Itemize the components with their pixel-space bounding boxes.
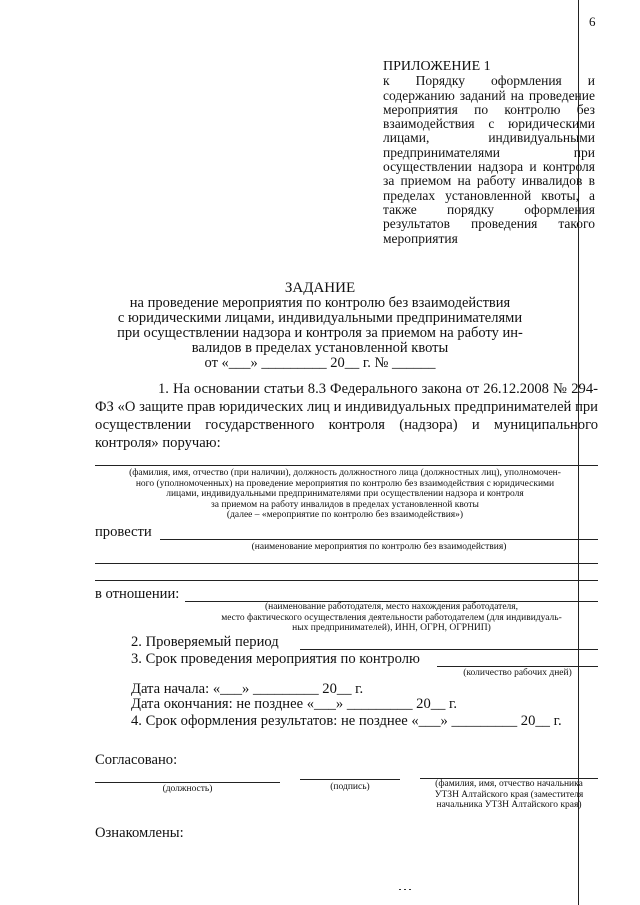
item-2-field-line[interactable] xyxy=(300,649,598,650)
agreed-label: Согласовано: xyxy=(95,752,178,768)
conduct-caption: (наименование мероприятия по контролю без взаимодействия) xyxy=(251,542,507,552)
task-title: ЗАДАНИЕ xyxy=(284,280,356,296)
task-line-1: на проведение мероприятия по контролю без взаимодействия xyxy=(129,295,511,311)
item-3-field-line[interactable] xyxy=(437,666,598,667)
task-line-2: с юридическими лицами, индивидуальными предпринимателями xyxy=(117,310,523,326)
scan-dot xyxy=(399,889,401,890)
conduct-extra-line-1[interactable] xyxy=(95,563,598,564)
scan-dot xyxy=(409,889,411,890)
conduct-extra-line-2[interactable] xyxy=(95,580,598,581)
regarding-caption-line-2: место фактического осуществления деятельности работодателем (для индивидуаль- xyxy=(221,612,562,623)
position-field-line[interactable] xyxy=(95,782,280,783)
regarding-caption-line-3: ных предпринимателей), ИНН, ОГРН, ОГРНИП) xyxy=(292,623,491,634)
fio-caption-line-2: ного (уполномоченных) на проведение мероприятия по контролю без взаимодействия с юридическими xyxy=(135,478,555,489)
fio-field-line[interactable] xyxy=(95,465,598,466)
signature-field-line[interactable] xyxy=(300,779,400,780)
task-date-line: от «___» _________ 20__ г. № ______ xyxy=(204,355,436,371)
end-date: Дата окончания: не позднее «___» _________ 20__ г. xyxy=(131,696,457,712)
item-3-label: 3. Срок проведения мероприятия по контролю xyxy=(131,651,420,667)
task-heading xyxy=(60,281,580,371)
fio-sign-caption xyxy=(420,779,598,811)
regarding-caption xyxy=(185,602,598,634)
fio-caption-line-5: (далее – «мероприятие по контролю без взаимодействия») xyxy=(226,510,464,521)
fio-sign-caption-line-3: начальника УТЗН Алтайского края) xyxy=(436,800,582,811)
task-line-4: валидов в пределах установленной квоты xyxy=(191,340,449,356)
item-2-label: 2. Проверяемый период xyxy=(131,634,279,650)
appendix-text: к Порядку оформления и содержанию заданий на проведение мероприятия по контролю без взаимодействия с юридическими лицами, индивидуальными предпринимателями при осуществлении надзора и контроля за приемом на работу инвалидов в пределах установленной квоты, а также порядку оформления результатов проведения такого мероприятия xyxy=(383,73,595,246)
scan-dot xyxy=(404,889,406,890)
paragraph-1: 1. На основании статьи 8.3 Федерального закона от 26.12.2008 № 294-ФЗ «О защите прав юридических лиц и индивидуальных предпринимателей при осуществлении государственного контроля (надзора) и муниципального контроля» поручаю: xyxy=(95,381,598,451)
fio-caption-line-1: (фамилия, имя, отчество (при наличии), должность должностного лица (должностных лиц), уполномочен- xyxy=(129,468,561,478)
fio-caption-line-3: лицами, индивидуальными предпринимателями при осуществлении надзора и контроля xyxy=(166,489,524,500)
regarding-caption-line-1: (наименование работодателя, место нахождения работодателя, xyxy=(264,602,519,612)
fio-sign-caption-line-1: (фамилия, имя, отчество начальника xyxy=(435,779,583,789)
conduct-field-line[interactable] xyxy=(160,539,598,540)
start-date: Дата начала: «___» _________ 20__ г. xyxy=(131,681,364,697)
page-number: 6 xyxy=(589,14,596,29)
item-3-caption: (количество рабочих дней) xyxy=(463,668,572,678)
position-caption: (должность) xyxy=(162,784,213,794)
fio-caption xyxy=(95,468,595,521)
appendix-title: ПРИЛОЖЕНИЕ 1 xyxy=(383,59,491,74)
fio-caption-line-4: за приемом на работу инвалидов в пределах установленной квоты xyxy=(211,499,479,510)
acquainted-label: Ознакомлены: xyxy=(95,825,184,841)
task-line-3: при осуществлении надзора и контроля за приемом на работу ин- xyxy=(117,325,523,341)
appendix-block xyxy=(383,60,595,246)
item-4-label: 4. Срок оформления результатов: не позднее «___» _________ 20__ г. xyxy=(131,713,562,729)
regarding-label: в отношении: xyxy=(95,586,180,602)
conduct-label: провести xyxy=(95,524,152,540)
fio-sign-caption-line-2: УТЗН Алтайского края (заместителя xyxy=(434,789,584,800)
signature-caption: (подпись) xyxy=(330,782,370,792)
